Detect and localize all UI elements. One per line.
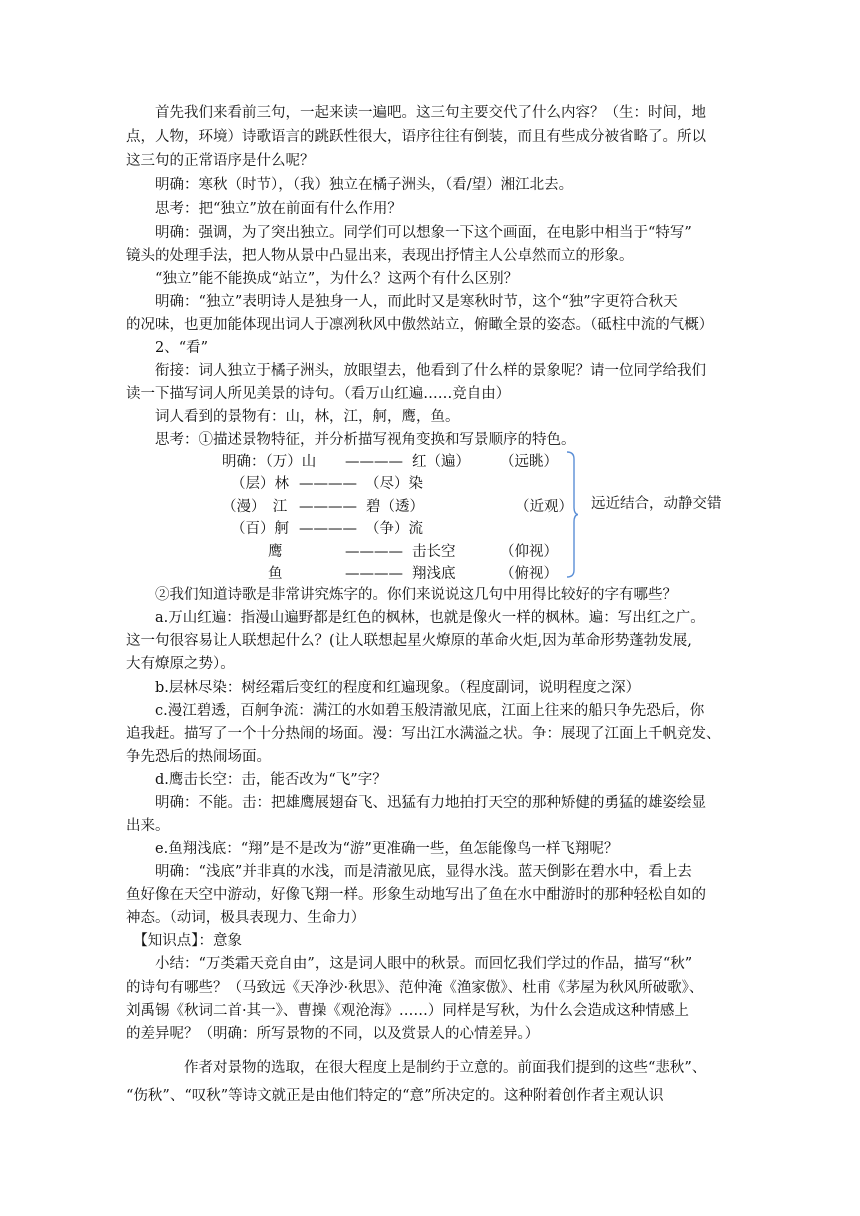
paragraph-line: 这一句很容易让人联想起什么？(让人联想起星火燎原的革命火炬,因为革命形势蓬勃发展, bbox=[126, 633, 692, 649]
scene-predicate: （争）流 bbox=[365, 521, 423, 537]
paragraph-line: 大有燎原之势）。 bbox=[126, 656, 235, 672]
paragraph-line: “独立”能不能换成“站立”，为什么？这两个有什么区别？ bbox=[126, 271, 519, 287]
paragraph-line: 的况味，也更加能体现出词人于凛冽秋风中傲然站立，俯瞰全景的姿态。（砥柱中流的气概） bbox=[126, 317, 714, 333]
paragraph-line: 作者对景物的选取，在很大程度上是制约于立意的。前面我们提到的这些“悲秋”、 bbox=[126, 1060, 707, 1076]
paragraph-line: ②我们知道诗歌是非常讲究炼字的。你们来说说这几句中用得比较好的字有哪些？ bbox=[126, 587, 677, 603]
scene-dash: ———— bbox=[299, 476, 357, 492]
paragraph-line: d.鹰击长空：击，能否改为“飞”字？ bbox=[126, 772, 387, 788]
scene-dash: ———— bbox=[299, 499, 357, 515]
paragraph-line: 明确：“独立”表明诗人是独身一人，而此时又是寒秋时节，这个“独”字更符合秋天 bbox=[126, 294, 678, 310]
paragraph-line: “伤秋”、“叹秋”等诗文就正是由他们特定的“意”所决定的。这种附着创作者主观认识 bbox=[126, 1088, 664, 1104]
paragraph-line: a.万山红遍：指漫山遍野都是红色的枫林，也就是像火一样的枫林。遍：写出红之广。 bbox=[126, 610, 705, 626]
paragraph-line: 的诗句有哪些？（马致远《天净沙·秋思》、范仲淹《渔家傲》、杜甫《茅屋为秋风所破歌》、 bbox=[126, 980, 704, 996]
scene-predicate: 碧（透） bbox=[366, 499, 424, 515]
scene-predicate: 击长空 bbox=[412, 544, 456, 560]
scene-dash: ———— bbox=[299, 521, 357, 537]
scene-dash: ———— bbox=[345, 544, 403, 560]
scene-subject: 鹰 bbox=[268, 544, 283, 560]
paragraph-line: 点，人物，环境）诗歌语言的跳跃性很大，语序往往有倒装，而且有些成分被省略了。所以 bbox=[126, 129, 706, 145]
section-heading: 【知识点】：意象 bbox=[126, 933, 242, 949]
scene-subject: （漫） 江 bbox=[222, 499, 288, 515]
right-brace bbox=[566, 451, 578, 578]
scene-subject: （百）舸 bbox=[231, 521, 289, 537]
paragraph-line: 这三句的正常语序是什么呢？ bbox=[126, 153, 315, 169]
paragraph-line: 明确：强调，为了突出独立。同学们可以想象一下这个画面，在电影中相当于“特写” bbox=[126, 225, 692, 241]
paragraph-line: 争先恐后的热闹场面。 bbox=[126, 749, 271, 765]
paragraph-line: 追我赶。描写了一个十分热闹的场面。漫：写出江水满溢之状。争：展现了江面上千帆竞发、 bbox=[126, 726, 721, 742]
paragraph-line: 的差异呢？（明确：所写景物的不同，以及赏景人的心情差异。） bbox=[126, 1026, 540, 1042]
scene-predicate: （尽）染 bbox=[365, 476, 423, 492]
paragraph-line: 明确：不能。击：把雄鹰展翅奋飞、迅猛有力地拍打天空的那种矫健的勇猛的雄姿绘显 bbox=[126, 795, 706, 811]
paragraph-line: 明确：寒秋（时节），（我）独立在橘子洲头，（看/望）湘江北去。 bbox=[126, 177, 574, 193]
scene-predicate: 翔浅底 bbox=[412, 566, 456, 582]
paragraph-line: 词人看到的景物有：山，林，江，舸，鹰，鱼。 bbox=[126, 409, 460, 425]
paragraph-line: b.层林尽染：树经霜后变红的程度和红遍现象。（程度副词，说明程度之深） bbox=[126, 680, 641, 696]
scene-view: （近观） bbox=[515, 499, 573, 515]
paragraph-line: 出来。 bbox=[126, 818, 170, 834]
paragraph-line: 小结：“万类霜天竞自由”，这是词人眼中的秋景。而回忆我们学过的作品，描写“秋” bbox=[126, 956, 693, 972]
paragraph-line: c.漫江碧透，百舸争流：满江的水如碧玉般清澈见底，江面上往来的船只争先恐后，你 bbox=[126, 703, 705, 719]
paragraph-line: 思考：把“独立”放在前面有什么作用？ bbox=[126, 201, 402, 217]
scene-view: （仰视） bbox=[500, 544, 558, 560]
paragraph-line: 刘禹锡《秋词二首·其一》、曹操《观沧海》……）同样是写秋，为什么会造成这种情感上 bbox=[126, 1003, 689, 1019]
paragraph-line: 明确：“浅底”并非真的水浅，而是清澈见底，显得水浅。蓝天倒影在碧水中，看上去 bbox=[126, 864, 692, 880]
scene-subject: （层）林 bbox=[231, 476, 289, 492]
scene-dash: ———— bbox=[345, 566, 403, 582]
scene-dash: ———— bbox=[345, 454, 403, 470]
scene-subject: 鱼 bbox=[268, 566, 283, 582]
paragraph-line: 读一下描写词人所见美景的诗句。（看万山红遍……竞自由） bbox=[126, 386, 511, 402]
paragraph-line: 首先我们来看前三句，一起来读一遍吧。这三句主要交代了什么内容？（生：时间，地 bbox=[126, 105, 706, 121]
scene-summary: 远近结合，动静交错 bbox=[591, 496, 722, 512]
paragraph-line: 2、“看” bbox=[126, 340, 209, 356]
paragraph-line: e.鱼翔浅底：“翔”是不是改为“游”更准确一些，鱼怎能像鸟一样飞翔呢？ bbox=[126, 841, 619, 857]
scene-subject: 明确：（万）山 bbox=[222, 454, 317, 470]
paragraph-line: 神态。（动词，极具表现力、生命力） bbox=[126, 910, 366, 926]
paragraph-line: 思考：①描述景物特征，并分析描写视角变换和写景顺序的特色。 bbox=[126, 432, 576, 448]
paragraph-line: 衔接：词人独立于橘子洲头，放眼望去，他看到了什么样的景象呢？请一位同学给我们 bbox=[126, 363, 706, 379]
scene-predicate: 红（遍） bbox=[412, 454, 470, 470]
scene-view: （远眺） bbox=[500, 454, 558, 470]
paragraph-line: 镜头的处理手法，把人物从景中凸显出来，表现出抒情主人公卓然而立的形象。 bbox=[126, 248, 634, 264]
scene-view: （俯视） bbox=[500, 566, 558, 582]
paragraph-line: 鱼好像在天空中游动，好像飞翔一样。形象生动地写出了鱼在水中酣游时的那种轻松自如的 bbox=[126, 887, 706, 903]
